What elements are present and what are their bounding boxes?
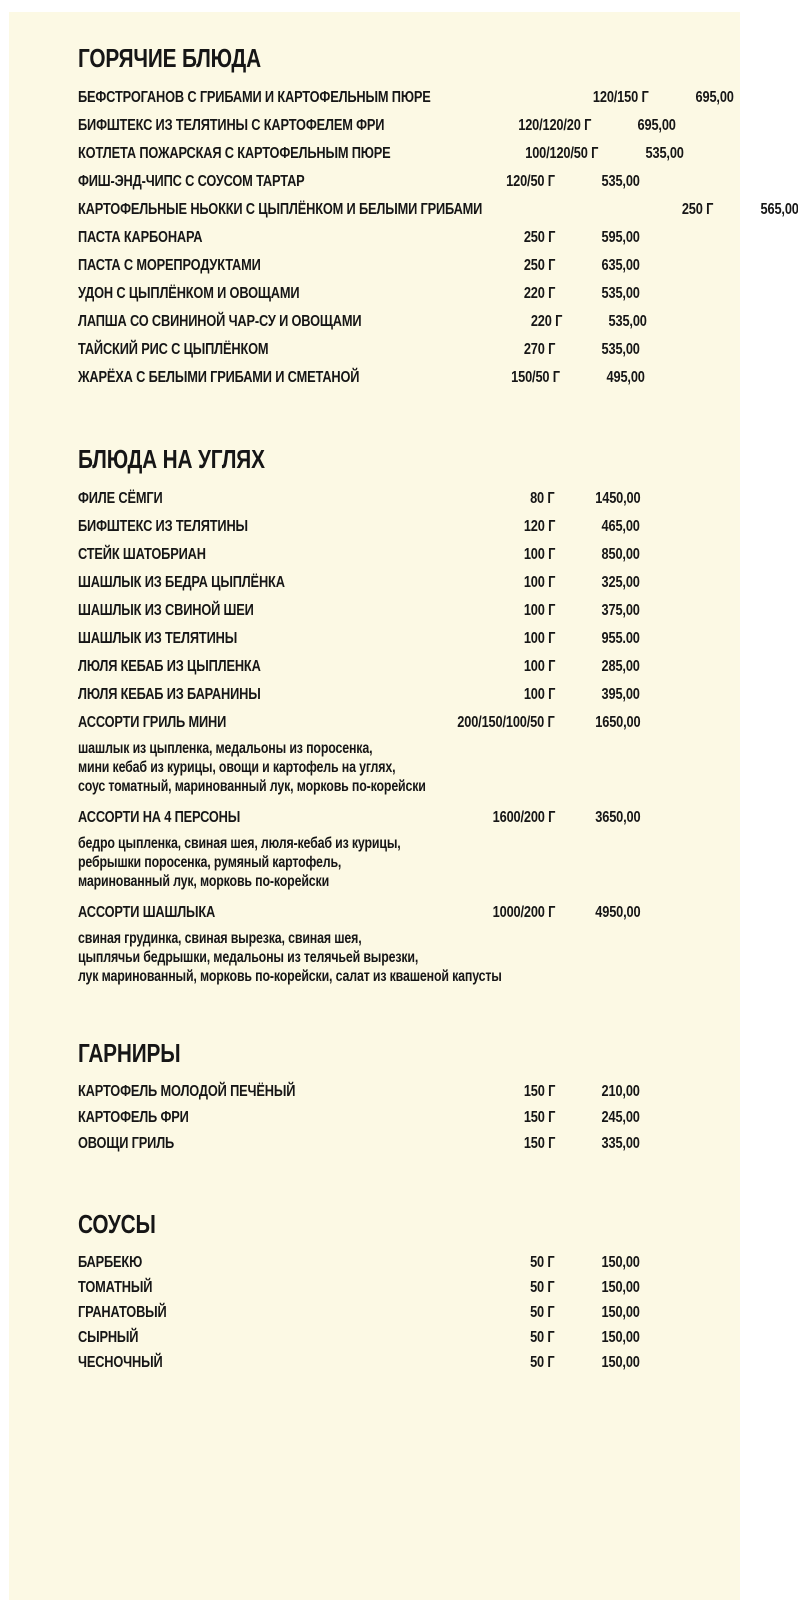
- section-title-text: СОУСЫ: [78, 1209, 156, 1239]
- menu-page: [9, 12, 798, 1600]
- item-price: 335,00: [601, 1135, 640, 1152]
- menu-item-row: [78, 308, 648, 336]
- item-weight-cell: [425, 285, 555, 303]
- item-weight-cell: [425, 1083, 555, 1101]
- menu-item: [78, 1131, 640, 1157]
- menu-item-row: [78, 541, 640, 569]
- item-name-cell: [78, 658, 425, 676]
- item-price-cell: [555, 1304, 640, 1322]
- section-title-text: ГАРНИРЫ: [78, 1038, 181, 1068]
- item-price: 635,00: [601, 257, 640, 274]
- item-weight-cell: [425, 630, 555, 648]
- item-weight: 220 Г: [530, 313, 563, 330]
- item-weight-cell: [425, 1254, 555, 1272]
- menu-item-row: [78, 1131, 640, 1157]
- item-description-text: маринованный лук, морковь по-корейски: [78, 873, 330, 890]
- item-price: 3650,00: [594, 809, 640, 826]
- menu-item-row: [78, 485, 640, 513]
- item-weight-cell: [425, 1109, 555, 1127]
- item-description-line: [78, 967, 640, 986]
- item-price-cell: [555, 1354, 640, 1372]
- menu-section-1: [78, 446, 640, 986]
- item-weight-cell: [425, 1304, 555, 1322]
- menu-item: [78, 1300, 640, 1325]
- item-price: 535,00: [601, 341, 640, 358]
- item-description-text: лук маринованный, морковь по-корейски, салат из квашеной капусты: [78, 968, 502, 985]
- item-name-cell: [78, 285, 425, 303]
- item-weight: 50 Г: [530, 1328, 555, 1346]
- item-price: 595,00: [601, 229, 640, 246]
- item-price-cell: [562, 313, 647, 331]
- item-weight: 120 Г: [523, 518, 555, 535]
- item-name-cell: [78, 809, 425, 827]
- menu-item-row: [78, 625, 640, 653]
- item-weight: 1600/200 Г: [492, 809, 555, 826]
- menu-item: [78, 899, 640, 986]
- item-price-cell: [555, 809, 640, 827]
- item-price-cell: [599, 145, 684, 163]
- menu-item-row: [78, 1250, 640, 1275]
- item-price: 535,00: [601, 173, 640, 190]
- item-weight-cell: [425, 714, 555, 732]
- item-price: 535,00: [645, 145, 684, 162]
- item-name-cell: [78, 341, 425, 359]
- item-name: ФИШ-ЭНД-ЧИПС С СОУСОМ ТАРТАР: [78, 173, 305, 190]
- menu-item-row: [78, 1105, 640, 1131]
- item-price: 150,00: [601, 1303, 640, 1321]
- item-price: 375,00: [601, 602, 640, 619]
- menu-item: [78, 1250, 640, 1275]
- item-name-cell: [78, 313, 432, 331]
- item-price-cell: [555, 229, 640, 247]
- menu-item: [78, 569, 640, 597]
- menu-item: [78, 597, 640, 625]
- item-price: 850,00: [601, 546, 640, 563]
- item-name: БАРБЕКЮ: [78, 1253, 143, 1271]
- item-price-cell: [555, 341, 640, 359]
- item-price-cell: [713, 201, 798, 219]
- menu-item: [78, 541, 640, 569]
- menu-item-row: [78, 1325, 640, 1350]
- item-description: [78, 739, 640, 796]
- item-weight: 50 Г: [530, 1278, 555, 1296]
- item-weight: 100 Г: [523, 602, 555, 619]
- menu-item: [78, 1275, 640, 1300]
- menu-item-row: [78, 569, 640, 597]
- item-name: АССОРТИ ГРИЛЬ МИНИ: [78, 714, 227, 731]
- item-weight-cell: [425, 904, 555, 922]
- menu-item-row: [78, 681, 640, 709]
- item-name: АССОРТИ НА 4 ПЕРСОНЫ: [78, 809, 241, 826]
- item-description: [78, 929, 640, 986]
- item-weight: 120/50 Г: [506, 173, 555, 190]
- item-price: 395,00: [601, 686, 640, 703]
- item-name-cell: [78, 369, 430, 387]
- item-weight-cell: [425, 574, 555, 592]
- item-price-cell: [555, 1135, 640, 1153]
- menu-item-row: [78, 140, 684, 168]
- item-name-cell: [78, 602, 425, 620]
- item-price: 955.00: [601, 630, 640, 647]
- item-weight-cell: [583, 201, 713, 219]
- item-name: ГРАНАТОВЫЙ: [78, 1303, 167, 1321]
- item-weight: 150/50 Г: [510, 369, 560, 386]
- menu-item: [78, 709, 640, 796]
- menu-sections: [9, 12, 798, 1375]
- item-weight-cell: [425, 546, 555, 564]
- item-weight: 250 Г: [681, 201, 714, 218]
- section-title-text: ГОРЯЧИЕ БЛЮДА: [78, 43, 261, 73]
- item-name-cell: [78, 1254, 425, 1272]
- item-price: 325,00: [601, 574, 640, 591]
- menu-item-row: [78, 112, 676, 140]
- item-price-cell: [555, 686, 640, 704]
- item-weight-cell: [425, 686, 555, 704]
- item-weight: 220 Г: [523, 285, 555, 302]
- item-name: ЧЕСНОЧНЫЙ: [78, 1353, 163, 1371]
- item-description-line: [78, 872, 640, 891]
- item-price-cell: [555, 1254, 640, 1272]
- item-price-cell: [560, 369, 645, 387]
- item-price: 1450,00: [594, 490, 640, 507]
- item-name: ПАСТА С МОРЕПРОДУКТАМИ: [78, 257, 261, 274]
- item-name-cell: [78, 145, 469, 163]
- item-weight: 120/120/20 Г: [517, 117, 591, 134]
- item-name: УДОН С ЦЫПЛЁНКОМ И ОВОЩАМИ: [78, 285, 300, 302]
- section-title-text: БЛЮДА НА УГЛЯХ: [78, 444, 265, 474]
- item-description-text: соус томатный, маринованный лук, морковь по-корейски: [78, 778, 426, 795]
- item-name: БИФШТЕКС ИЗ ТЕЛЯТИНЫ: [78, 518, 248, 535]
- menu-section-3: [78, 1211, 640, 1375]
- item-price: 150,00: [601, 1353, 640, 1371]
- item-price-cell: [649, 89, 734, 107]
- section-items: [78, 1079, 640, 1157]
- item-price: 535,00: [601, 285, 640, 302]
- item-price-cell: [591, 117, 676, 135]
- item-weight-cell: [425, 341, 555, 359]
- menu-item-row: [78, 597, 640, 625]
- item-description-text: свиная грудинка, свиная вырезка, свиная шея,: [78, 930, 362, 947]
- item-weight: 50 Г: [530, 1353, 555, 1371]
- item-weight-cell: [425, 1135, 555, 1153]
- item-description-line: [78, 777, 640, 796]
- menu-item: [78, 308, 648, 336]
- item-weight-cell: [425, 1329, 555, 1347]
- item-price-cell: [555, 602, 640, 620]
- item-description-text: мини кебаб из курицы, овощи и картофель на углях,: [78, 759, 396, 776]
- item-price-cell: [555, 714, 640, 732]
- section-items: [78, 84, 798, 392]
- item-name: ФИЛЕ СЁМГИ: [78, 490, 163, 507]
- menu-item-row: [78, 280, 640, 308]
- item-price: 4950,00: [594, 904, 640, 921]
- menu-item: [78, 224, 640, 252]
- menu-item-row: [78, 709, 640, 737]
- item-weight: 100 Г: [523, 574, 555, 591]
- item-description-text: ребрышки поросенка, румяный картофель,: [78, 854, 342, 871]
- item-weight-cell: [425, 490, 555, 508]
- menu-item: [78, 804, 640, 891]
- item-name: ТАЙСКИЙ РИС С ЦЫПЛЁНКОМ: [78, 341, 269, 358]
- menu-item-row: [78, 252, 640, 280]
- menu-item: [78, 112, 676, 140]
- item-price-cell: [555, 630, 640, 648]
- item-price: 1650,00: [594, 714, 640, 731]
- item-name: БЕФСТРОГАНОВ С ГРИБАМИ И КАРТОФЕЛЬНЫМ ПЮРЕ: [78, 89, 431, 106]
- item-name: ЛАПША СО СВИНИНОЙ ЧАР-СУ И ОВОЩАМИ: [78, 313, 362, 330]
- item-weight: 250 Г: [523, 229, 555, 246]
- item-weight-cell: [425, 1354, 555, 1372]
- menu-item: [78, 1079, 640, 1105]
- item-name-cell: [78, 630, 425, 648]
- item-description-line: [78, 948, 640, 967]
- item-price: 465,00: [601, 518, 640, 535]
- item-name-cell: [78, 173, 425, 191]
- item-price-cell: [555, 1329, 640, 1347]
- item-price-cell: [555, 658, 640, 676]
- item-weight-cell: [430, 369, 560, 387]
- menu-item: [78, 1350, 640, 1375]
- item-price-cell: [555, 173, 640, 191]
- item-name: ШАШЛЫК ИЗ БЕДРА ЦЫПЛЁНКА: [78, 574, 285, 591]
- item-price-cell: [555, 257, 640, 275]
- item-name-cell: [78, 117, 461, 135]
- menu-item-row: [78, 1300, 640, 1325]
- item-price-cell: [555, 546, 640, 564]
- item-price: 695,00: [637, 117, 676, 134]
- item-name-cell: [78, 1354, 425, 1372]
- item-weight: 150 Г: [523, 1083, 555, 1100]
- menu-item: [78, 485, 640, 513]
- menu-item-row: [78, 1275, 640, 1300]
- item-weight: 200/150/100/50 Г: [457, 714, 555, 731]
- item-name: КОТЛЕТА ПОЖАРСКАЯ С КАРТОФЕЛЬНЫМ ПЮРЕ: [78, 145, 391, 162]
- item-price-cell: [555, 1279, 640, 1297]
- item-weight: 250 Г: [523, 257, 555, 274]
- menu-item: [78, 252, 640, 280]
- item-weight: 120/150 Г: [593, 89, 649, 106]
- item-price: 150,00: [601, 1278, 640, 1296]
- menu-item: [78, 653, 640, 681]
- item-name-cell: [78, 518, 425, 536]
- item-weight: 100/120/50 Г: [525, 145, 599, 162]
- menu-item: [78, 196, 798, 224]
- menu-item: [78, 513, 640, 541]
- menu-item: [78, 280, 640, 308]
- section-items: [78, 485, 640, 986]
- item-weight: 50 Г: [530, 1303, 555, 1321]
- item-weight: 1000/200 Г: [492, 904, 555, 921]
- item-weight: 80 Г: [530, 490, 555, 507]
- item-weight-cell: [519, 89, 649, 107]
- item-name: БИФШТЕКС ИЗ ТЕЛЯТИНЫ С КАРТОФЕЛЕМ ФРИ: [78, 117, 385, 134]
- item-price-cell: [555, 490, 640, 508]
- item-price: 150,00: [601, 1328, 640, 1346]
- item-price-cell: [555, 518, 640, 536]
- item-price: 285,00: [601, 658, 640, 675]
- item-name: СЫРНЫЙ: [78, 1328, 139, 1346]
- item-name-cell: [78, 257, 425, 275]
- section-title: [78, 1040, 640, 1066]
- item-name: ЖАРЁХА С БЕЛЫМИ ГРИБАМИ И СМЕТАНОЙ: [78, 369, 360, 386]
- item-weight: 270 Г: [523, 341, 555, 358]
- menu-item-row: [78, 899, 640, 927]
- item-weight: 100 Г: [523, 686, 555, 703]
- item-name: КАРТОФЕЛЬ МОЛОДОЙ ПЕЧЁНЫЙ: [78, 1083, 296, 1100]
- item-price-cell: [555, 285, 640, 303]
- item-price: 245,00: [601, 1109, 640, 1126]
- item-name-cell: [78, 1135, 425, 1153]
- item-description-text: цыплячьи бедрышки, медальоны из телячьей вырезки,: [78, 949, 419, 966]
- item-price-cell: [555, 1083, 640, 1101]
- item-name-cell: [78, 490, 425, 508]
- menu-item-row: [78, 196, 798, 224]
- item-description-line: [78, 853, 640, 872]
- menu-item: [78, 1105, 640, 1131]
- menu-item: [78, 336, 640, 364]
- item-weight-cell: [425, 257, 555, 275]
- menu-item: [78, 364, 645, 392]
- item-price: 565,00: [760, 201, 798, 218]
- item-weight-cell: [425, 1279, 555, 1297]
- item-name: КАРТОФЕЛЬ ФРИ: [78, 1109, 189, 1126]
- menu-item: [78, 681, 640, 709]
- menu-section-2: [78, 1040, 640, 1157]
- item-price: 210,00: [601, 1083, 640, 1100]
- menu-item: [78, 1325, 640, 1350]
- item-name-cell: [78, 686, 425, 704]
- item-weight: 100 Г: [523, 546, 555, 563]
- item-name-cell: [78, 714, 425, 732]
- item-name-cell: [78, 201, 583, 219]
- item-name-cell: [78, 574, 425, 592]
- item-weight: 100 Г: [523, 658, 555, 675]
- item-name: ОВОЩИ ГРИЛЬ: [78, 1135, 175, 1152]
- item-weight-cell: [425, 518, 555, 536]
- item-name-cell: [78, 229, 425, 247]
- item-name: ШАШЛЫК ИЗ СВИНОЙ ШЕИ: [78, 602, 254, 619]
- section-title: [78, 45, 640, 71]
- section-title: [78, 1211, 640, 1237]
- menu-item-row: [78, 84, 734, 112]
- item-weight-cell: [425, 809, 555, 827]
- item-description-line: [78, 834, 640, 853]
- item-description-text: шашлык из цыпленка, медальоны из поросенка,: [78, 740, 373, 757]
- item-name-cell: [78, 546, 425, 564]
- item-name-cell: [78, 1329, 425, 1347]
- item-name-cell: [78, 1109, 425, 1127]
- item-name: ПАСТА КАРБОНАРА: [78, 229, 203, 246]
- menu-item-row: [78, 1079, 640, 1105]
- item-weight: 150 Г: [523, 1135, 555, 1152]
- item-name-cell: [78, 1083, 425, 1101]
- item-name: ШАШЛЫК ИЗ ТЕЛЯТИНЫ: [78, 630, 238, 647]
- item-price-cell: [555, 574, 640, 592]
- menu-item-row: [78, 364, 645, 392]
- section-items: [78, 1250, 640, 1375]
- menu-section-0: [78, 43, 798, 392]
- item-name-cell: [78, 89, 519, 107]
- menu-item-row: [78, 1350, 640, 1375]
- item-description-line: [78, 758, 640, 777]
- item-name: КАРТОФЕЛЬНЫЕ НЬОККИ С ЦЫПЛЁНКОМ И БЕЛЫМИ ГРИБАМИ: [78, 201, 483, 218]
- item-name-cell: [78, 1279, 425, 1297]
- item-weight-cell: [469, 145, 599, 163]
- item-weight-cell: [425, 658, 555, 676]
- menu-item-row: [78, 653, 640, 681]
- menu-item: [78, 84, 734, 112]
- item-description: [78, 834, 640, 891]
- item-weight-cell: [432, 313, 562, 331]
- menu-item-row: [78, 336, 640, 364]
- item-name: ТОМАТНЫЙ: [78, 1278, 153, 1296]
- item-price-cell: [555, 904, 640, 922]
- item-description-line: [78, 929, 640, 948]
- item-name-cell: [78, 1304, 425, 1322]
- item-description-text: бедро цыпленка, свиная шея, люля-кебаб из курицы,: [78, 835, 401, 852]
- item-description-line: [78, 739, 640, 758]
- menu-item: [78, 625, 640, 653]
- item-price: 695,00: [695, 89, 734, 106]
- item-price-cell: [555, 1109, 640, 1127]
- item-weight: 50 Г: [530, 1253, 555, 1271]
- item-weight-cell: [425, 229, 555, 247]
- item-name: ЛЮЛЯ КЕБАБ ИЗ БАРАНИНЫ: [78, 686, 261, 703]
- item-weight-cell: [425, 173, 555, 191]
- item-name: ЛЮЛЯ КЕБАБ ИЗ ЦЫПЛЕНКА: [78, 658, 261, 675]
- menu-item-row: [78, 224, 640, 252]
- item-name: СТЕЙК ШАТОБРИАН: [78, 546, 206, 563]
- menu-item-row: [78, 513, 640, 541]
- menu-item: [78, 140, 684, 168]
- item-price: 150,00: [601, 1253, 640, 1271]
- item-weight-cell: [425, 602, 555, 620]
- item-price: 495,00: [606, 369, 645, 386]
- item-name: АССОРТИ ШАШЛЫКА: [78, 904, 216, 921]
- item-weight-cell: [461, 117, 591, 135]
- item-weight: 100 Г: [523, 630, 555, 647]
- item-weight: 150 Г: [523, 1109, 555, 1126]
- section-title: [78, 446, 640, 472]
- item-price: 535,00: [609, 313, 648, 330]
- menu-item-row: [78, 168, 640, 196]
- item-name-cell: [78, 904, 425, 922]
- menu-item-row: [78, 804, 640, 832]
- menu-item: [78, 168, 640, 196]
